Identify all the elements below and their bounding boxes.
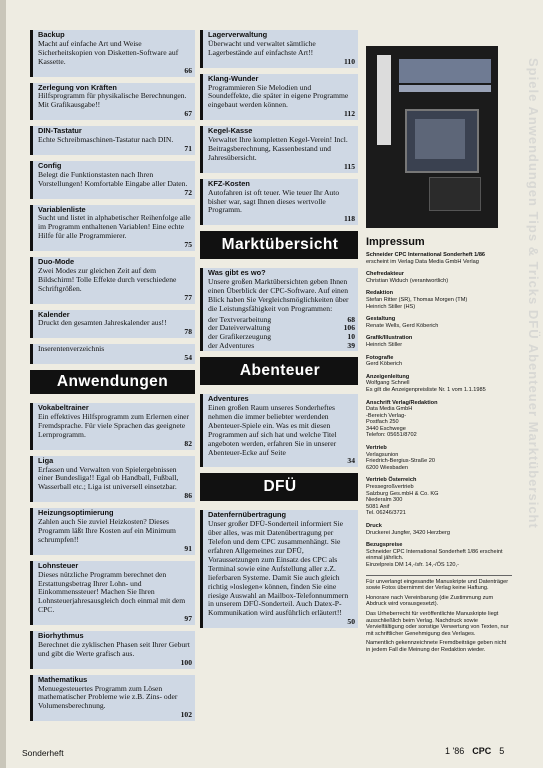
dfu-entry[interactable]: Datenfernübertragung Unser großer DFÜ-Sonderteil informiert Sie über alles, was mit Datenübertragung per Telefon und dem CPC zusammenhängt. Sie erfahren Allgemeines zur DFÜ, Voraussetzungen zum Einsatz des CPC als Terminal sowie eine Aufstellung aller z.Z. lieferbaren Systeme. Damit Sie auch gleich richtig »loslegen« können, finden Sie eine riesige Auswahl an Mailbox-Telefonnummern in unserem DFÜ-Sonderteil. Auch Datex-P-Kommunikation wird ausführlich erläutert!! 50	[200, 510, 358, 628]
entry-page: 86	[184, 491, 192, 501]
entry-title: Zerlegung von Kräften	[38, 82, 117, 92]
impressum-line: Druckerei Jungfer, 3420 Herzberg	[366, 529, 450, 536]
impressum-line: Renate Wells, Gerd Köberich	[366, 322, 439, 329]
impressum-label: Druck	[366, 523, 382, 529]
impressum-line: Heinrich Stiller	[366, 341, 403, 348]
entry-title: Config	[38, 160, 62, 170]
entry-page: 75	[184, 240, 192, 250]
impressum-line: Es gilt die Anzeigenpreisliste Nr. 1 vom 1.1.1985	[366, 386, 486, 393]
cover-image	[366, 46, 498, 228]
entry-page: 97	[184, 614, 192, 624]
entry-title: Was gibt es wo?	[208, 268, 266, 278]
entry-page: 78	[184, 327, 192, 337]
toc-column-2	[200, 30, 358, 634]
impressum-section	[366, 523, 512, 536]
impressum-label: Chefredakteur	[366, 271, 404, 278]
toc-entry[interactable]	[30, 126, 195, 155]
entry-title: Kalender	[38, 309, 70, 319]
entry-page: 66	[184, 65, 192, 75]
entry-title: KFZ-Kosten	[208, 178, 250, 188]
impressum-section	[366, 445, 512, 471]
impressum-line: Pressegroßvertrieb	[366, 484, 414, 491]
impressum-line: Einzelpreis DM 14,-/sfr. 14,-/ÖS 120,-	[366, 561, 459, 568]
impressum-section	[366, 355, 512, 368]
impressum-label: Anzeigenleitung	[366, 373, 410, 380]
impressum-note: Das Urheberrecht für veröffentlichte Manuskripte liegt ausschließlich beim Verlag. Nachdruck sowie Vervielfältigung oder sonstige Verwertung von Texten, nur mit schriftlicher Genehmigung des Verlages.	[366, 610, 509, 637]
entry-text: Programmieren Sie Melodien und Soundeffekte, die später in eigene Programme eingebaut werden können.	[208, 82, 349, 110]
entry-title: Vokabeltrainer	[38, 403, 89, 413]
impressum-line: Niederalm 300	[366, 497, 403, 504]
entry-page: 54	[184, 353, 192, 363]
entry-title: Lagerverwaltung	[208, 30, 268, 39]
entry-page: 72	[184, 187, 192, 197]
impressum-line: Wolfgang Schnell	[366, 380, 410, 387]
impressum-column	[366, 30, 512, 657]
entry-text: Autofahren ist oft teuer. Wie teuer Ihr Auto bisher war, sagt Ihnen dieses wertvolle Programm.	[208, 187, 340, 215]
impressum-line: Heinrich Stiller (HS)	[366, 303, 416, 310]
entry-page: 102	[180, 710, 192, 720]
entry-text: Verwaltet Ihre kompletten Kegel-Verein! Incl. Beitragsberechnung, Kassenbestand und Jahresübersicht.	[208, 135, 348, 162]
entry-text: Sucht und listet in alphabetischer Reihenfolge alle im Programm enthaltenen Variablen! Eine echte Hilfe für alle Programmierer.	[38, 213, 191, 241]
impressum-line: Salzburg Ges.mbH & Co. KG	[366, 490, 439, 497]
impressum-line: Verlagsunion	[366, 451, 399, 458]
toc-column-1	[30, 30, 195, 727]
section-banner-marktuebersicht: Marktübersicht	[200, 231, 358, 259]
impressum-section	[366, 374, 512, 394]
page-number: 5	[499, 746, 505, 756]
toc-entry[interactable]	[30, 456, 195, 503]
entry-text: Menuegesteuertes Programm zum Lösen mathematischer Probleme wie z.B. Zins- oder Volumensberechnung.	[38, 683, 178, 711]
impressum-label: Fotografie	[366, 354, 394, 361]
entry-title: DIN-Tastatur	[38, 126, 82, 136]
impressum-section	[366, 477, 512, 517]
market-item[interactable]: der Textverarbeitung 68	[208, 314, 355, 324]
impressum-label: Anschrift Verlag/Redaktion	[366, 399, 438, 406]
entry-text: Hilfsprogramm für physikalische Berechnungen. Mit Grafikausgabe!!	[38, 91, 187, 110]
entry-text: Belegt die Funktionstasten nach Ihren Vorstellungen! Komfortable Eingabe aller Daten.	[38, 169, 188, 188]
impressum-section	[366, 316, 512, 329]
impressum-label: Vertrieb Österreich	[366, 477, 417, 484]
toc-entry[interactable]	[30, 561, 195, 625]
impressum-line: -Bereich Verlag-	[366, 412, 407, 419]
toc-entry[interactable]	[30, 675, 195, 722]
impressum-line: Gerd Köberich	[366, 361, 403, 368]
impressum-line: Telefon: 05651/8702	[366, 432, 417, 439]
entry-page: 115	[344, 161, 355, 171]
impressum-intro: Schneider CPC International Sonderheft 1/86 erscheint im Verlag Data Media GmbH Verlag	[366, 252, 486, 265]
section-banner-dfu: DFÜ	[200, 473, 358, 501]
entry-text: Zahlen auch Sie zuviel Heizkosten? Dieses Programm läßt Ihre Kosten auf ein Minimum schrumpfen!!	[38, 517, 176, 544]
side-section-tabs: Spiele Anwendungen Tips & Tricks DFÜ Abenteuer Marktübersicht	[526, 58, 541, 529]
impressum-note: Honorare nach Vereinbarung (die Zustimmung zum Abdruck wird vorausgesetzt).	[366, 594, 494, 608]
toc-entry[interactable]	[30, 257, 195, 304]
toc-entry[interactable]	[200, 30, 358, 68]
entry-title: Backup	[38, 30, 65, 39]
entry-title: Heizungsoptimierung	[38, 508, 114, 518]
entry-page: 77	[184, 292, 192, 302]
adventures-entry[interactable]: Adventures Einen großen Raum unseres Sonderheftes nehmen die immer beliebter werdenden Abenteuer-Spiele ein. Was es mit diesen Programmen auf sich hat und welche Titel angeboten werden, erfahren Sie in unserer Abenteuer-Ecke auf Seite 34	[200, 394, 358, 467]
entry-text: Inserentenverzeichnis	[38, 344, 105, 354]
impressum-label: Gestaltung	[366, 316, 396, 323]
footer-label: Sonderheft	[22, 748, 64, 758]
market-item[interactable]: der Dateiverwaltung 106	[208, 323, 355, 333]
entry-text: Berechnet die zyklischen Phasen seit Ihrer Geburt und gibt die Werte grafisch aus.	[38, 639, 190, 658]
impressum-heading: Impressum	[366, 236, 425, 248]
entry-page: 91	[184, 543, 192, 553]
impressum-section	[366, 400, 512, 440]
entry-page: 118	[344, 214, 355, 224]
market-item[interactable]: der Grafikerzeugung 10	[208, 331, 355, 341]
toc-entry[interactable]	[200, 126, 358, 173]
impressum-label: Bezugspreise	[366, 542, 403, 549]
impressum-note: Namentlich gekennzeichnete Fremdbeiträge geben nicht in jedem Fall die Meinung der Redaktion wieder.	[366, 640, 507, 653]
impressum-notes	[366, 575, 512, 654]
toc-entry[interactable]	[200, 74, 358, 121]
impressum-section	[366, 335, 512, 348]
entry-text: Überwacht und verwaltet sämtliche Lagerbestände auf einfachste Art!!	[208, 38, 316, 57]
entry-text: Dieses nützliche Programm berechnet den Erstattungsbetrag Ihrer Lohn- und Einkommenssteuer! Machen Sie Ihren Lohnsteuerjahresausgleich doch einmal mit dem CPC.	[38, 569, 186, 615]
toc-entry[interactable]	[30, 161, 195, 199]
entry-title: Liga	[38, 455, 54, 465]
page-spine	[0, 0, 6, 768]
entry-text: Ein effektives Hilfsprogramm zum Erlernen einer Fremdsprache. Für viele Sprachen das geeignete Lernprogramm.	[38, 412, 190, 439]
issue-number: 1 '86	[445, 746, 465, 756]
section-banner-anwendungen: Anwendungen	[30, 370, 195, 394]
market-item[interactable]: der Adventures 39	[208, 340, 355, 350]
entry-page: 71	[184, 143, 192, 153]
entry-text: Echte Schreibmaschinen-Tastatur nach DIN.	[38, 135, 174, 145]
section-banner-abenteuer: Abenteuer	[200, 357, 358, 385]
entry-text: Druckt den gesamten Jahreskalender aus!!	[38, 318, 167, 328]
entry-page: 100	[180, 657, 192, 667]
toc-entry[interactable]	[30, 205, 195, 252]
impressum-line: Friedrich-Bergius-Straße 20	[366, 458, 436, 465]
impressum-label: Vertrieb	[366, 445, 387, 452]
market-list	[208, 316, 355, 350]
toc-entry[interactable]	[30, 83, 195, 121]
impressum-label: Grafik/Illustration	[366, 335, 413, 342]
footer-issue	[445, 746, 504, 756]
toc-entry[interactable]	[30, 631, 195, 669]
impressum-line: Schneider CPC International Sonderheft 1/86 erscheint einmal jährlich.	[366, 548, 503, 562]
entry-title: Lohnsteuer	[38, 560, 79, 570]
impressum-line: 6200 Wiesbaden	[366, 464, 408, 471]
entry-title: Kegel-Kasse	[208, 126, 253, 136]
entry-title: Klang-Wunder	[208, 73, 259, 83]
entry-page: 112	[344, 109, 355, 119]
entry-text: Macht auf einfache Art und Weise Sicherheitskopien von Disketten-Software auf Kassette.	[38, 38, 179, 66]
toc-entry[interactable]	[30, 30, 195, 77]
market-overview-entry[interactable]	[200, 268, 358, 351]
impressum-section	[366, 542, 512, 568]
impressum-line: 5081 Anif	[366, 503, 390, 510]
impressum-section	[366, 290, 512, 310]
impressum-note: Für unverlangt eingesandte Manuskripte und Datenträger sowie Fotos übernimmt der Verlag keine Haftung.	[366, 578, 509, 592]
entry-page: 82	[184, 438, 192, 448]
impressum-line: 3440 Eschwege	[366, 425, 406, 432]
impressum-line: Data Media GmbH	[366, 406, 413, 413]
entry-page: 67	[184, 109, 192, 119]
toc-entry[interactable]	[30, 344, 195, 364]
toc-entry[interactable]	[30, 403, 195, 450]
impressum-line: Christian Widuch (verantwortlich)	[366, 277, 449, 284]
entry-text: Erfassen und Verwalten von Spielergebnissen einer Bundesliga!! Egal ob Handball, Fußball, Wasserball etc.; Liga ist universell einsetzbar.	[38, 464, 179, 492]
impressum-label: Redaktion	[366, 290, 394, 297]
impressum-line: Tel. 06246/3721	[366, 510, 406, 517]
impressum-section	[366, 271, 512, 284]
entry-page: 110	[344, 56, 355, 66]
entry-title: Biorhythmus	[38, 631, 84, 641]
toc-entry[interactable]	[30, 310, 195, 339]
impressum-line: Postfach 250	[366, 419, 399, 426]
entry-title: Variablenliste	[38, 204, 86, 214]
entry-title: Duo-Mode	[38, 257, 75, 267]
toc-entry[interactable]	[30, 508, 195, 555]
magazine-name: CPC	[472, 746, 492, 756]
toc-entry[interactable]	[200, 179, 358, 226]
entry-title: Mathematikus	[38, 674, 88, 684]
impressum-line: Stefan Ritter (SR), Thomas Morgen (TM)	[366, 296, 468, 303]
entry-text: Zwei Modes zur gleichen Zeit auf dem Bildschirm! Tolle Effekte durch verschiedene Schriftgrößen.	[38, 265, 177, 293]
entry-text: Unsere großen Marktübersichten geben Ihnen einen Überblick der CPC-Software. Auf einen Blick haben Sie Vergleichsmöglichkeiten über die Leistungsfähigkeit von Programmen:	[208, 277, 349, 313]
